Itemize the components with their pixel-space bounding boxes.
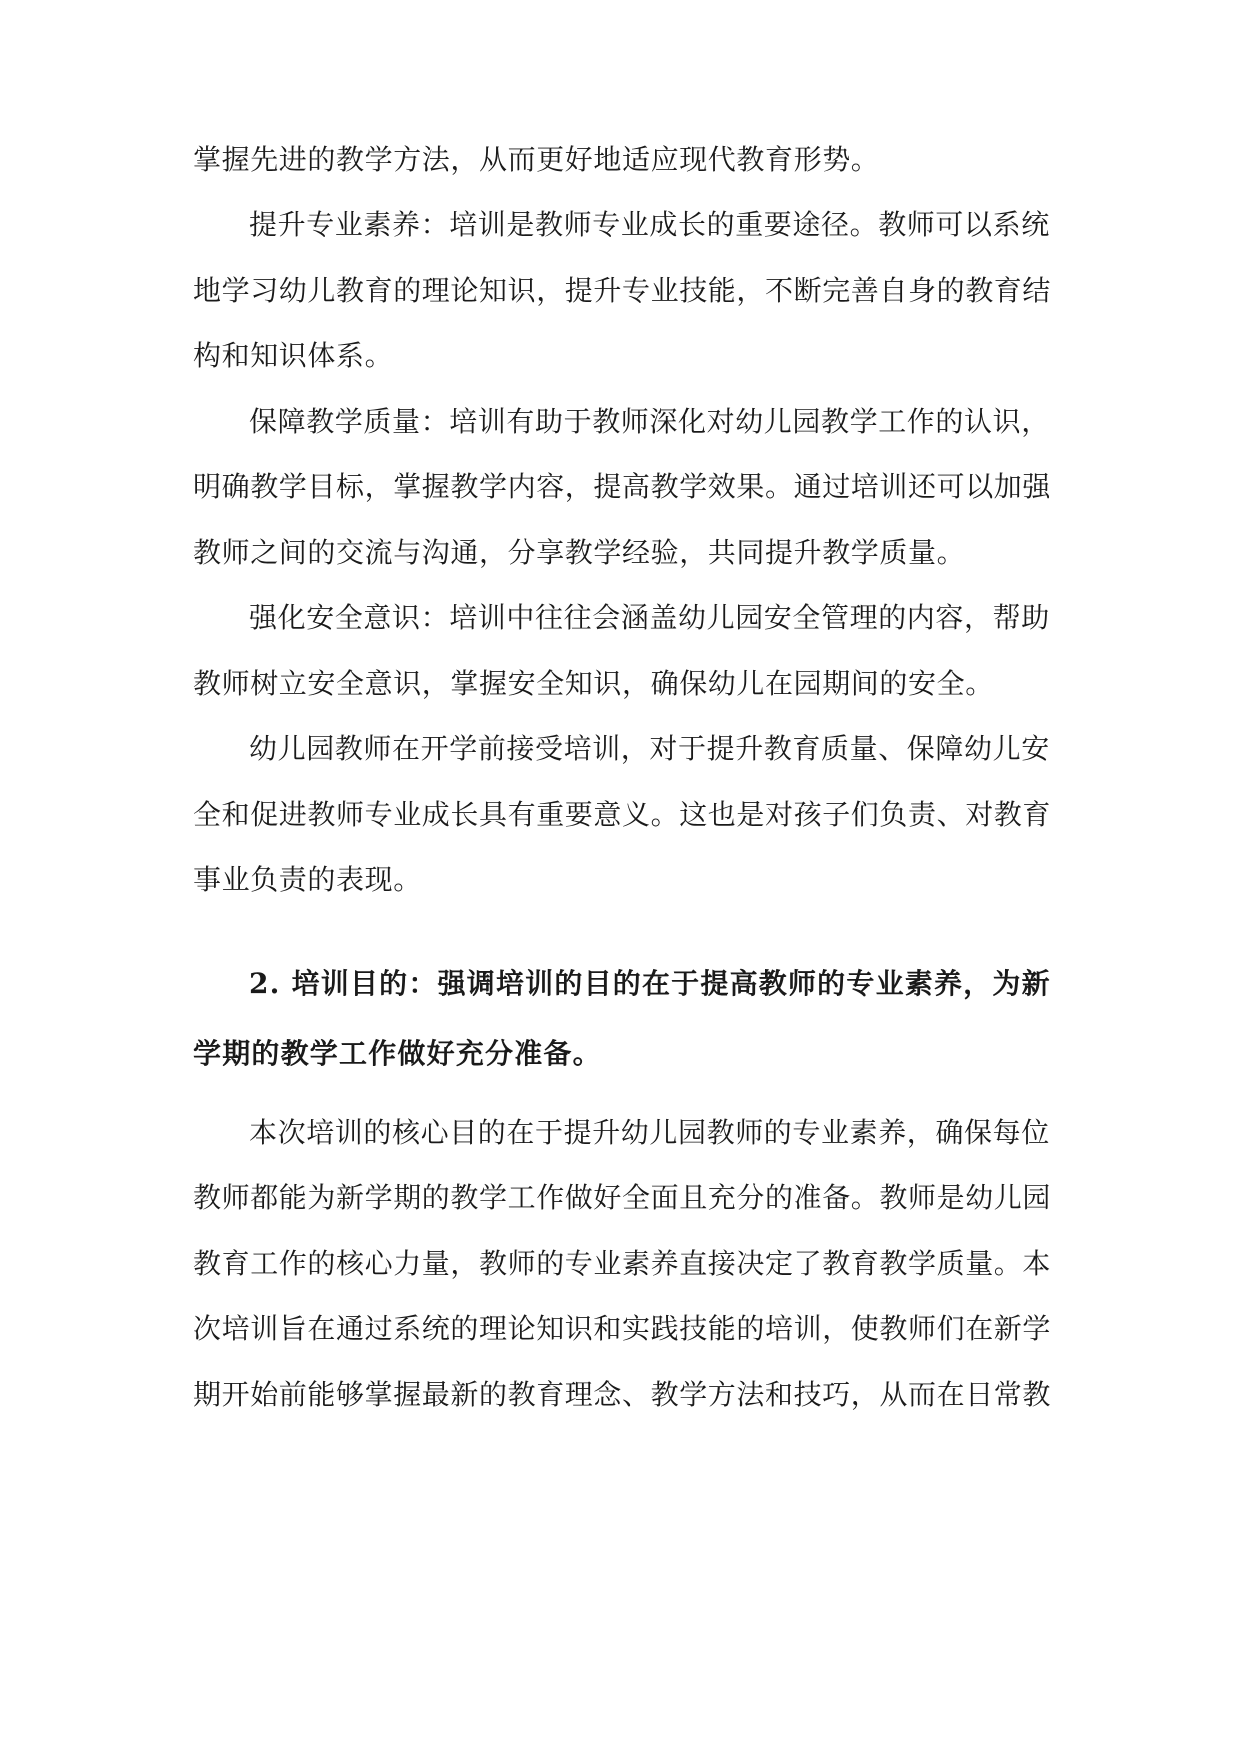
text-line: 全和促进教师专业成长具有重要意义。这也是对孩子们负责、对教育: [193, 798, 1052, 831]
text-line: 教师之间的交流与沟通，分享教学经验，共同提升教学质量。: [193, 536, 966, 569]
text-line: 保障教学质量：培训有助于教师深化对幼儿园教学工作的认识，: [249, 405, 1050, 438]
text-line: 提升专业素养：培训是教师专业成长的重要途径。教师可以系统: [249, 208, 1050, 241]
text-line: 次培训旨在通过系统的理论知识和实践技能的培训，使教师们在新学: [193, 1312, 1052, 1345]
text-line: 教师都能为新学期的教学工作做好全面且充分的准备。教师是幼儿园: [193, 1181, 1052, 1214]
text-line: 事业负责的表现。: [193, 863, 422, 896]
text-line: 期开始前能够掌握最新的教育理念、教学方法和技巧，从而在日常教: [193, 1378, 1052, 1411]
section-heading-line: 学期的教学工作做好充分准备。: [193, 1037, 602, 1070]
text-line: 明确教学目标，掌握教学内容，提高教学效果。通过培训还可以加强: [193, 470, 1052, 503]
text-line: 掌握先进的教学方法，从而更好地适应现代教育形势。: [193, 143, 880, 176]
text-line: 教师树立安全意识，掌握安全知识，确保幼儿在园期间的安全。: [193, 667, 994, 700]
text-line: 地学习幼儿教育的理论知识，提升专业技能，不断完善自身的教育结: [193, 274, 1052, 307]
text-line: 教育工作的核心力量，教师的专业素养直接决定了教育教学质量。本: [193, 1247, 1052, 1280]
text-line: 幼儿园教师在开学前接受培训，对于提升教育质量、保障幼儿安: [249, 732, 1050, 765]
section-heading-line: 2. 培训目的：强调培训的目的在于提高教师的专业素养，为新: [249, 967, 1051, 1000]
text-line: 强化安全意识：培训中往往会涵盖幼儿园安全管理的内容，帮助: [249, 601, 1050, 634]
text-line: 构和知识体系。: [193, 339, 394, 372]
text-line: 本次培训的核心目的在于提升幼儿园教师的专业素养，确保每位: [249, 1116, 1050, 1149]
